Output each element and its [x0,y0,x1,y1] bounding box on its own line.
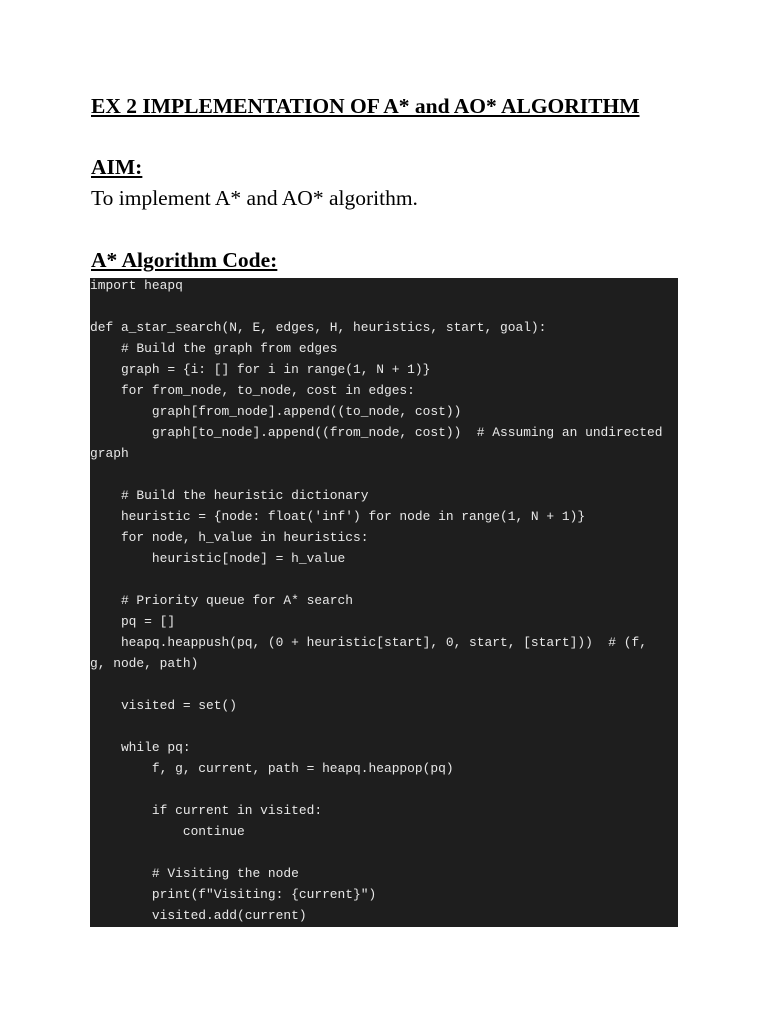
code-line: # Build the graph from edges [90,341,338,356]
code-line: visited = set() [90,698,237,713]
code-line: import heapq [90,278,183,293]
code-line: if current in visited: [90,803,323,818]
code-line: g, node, path) [90,656,199,671]
document-title: EX 2 IMPLEMENTATION OF A* and AO* ALGORITHM [91,94,640,118]
code-heading: A* Algorithm Code: [91,248,278,272]
code-line: print(f"Visiting: {current}") [90,887,377,902]
code-line: def a_star_search(N, E, edges, H, heuristics, start, goal): [90,320,547,335]
code-line: graph = {i: [] for i in range(1, N + 1)} [90,362,431,377]
code-line: graph[to_node].append((from_node, cost)) # Assuming an undirected [90,425,663,440]
code-line: # Build the heuristic dictionary [90,488,369,503]
code-line: pq = [] [90,614,176,629]
code-line: graph [90,446,129,461]
code-line: for node, h_value in heuristics: [90,530,369,545]
code-line: heuristic[node] = h_value [90,551,346,566]
aim-text: To implement A* and AO* algorithm. [91,186,418,210]
code-line: # Priority queue for A* search [90,593,354,608]
code-line: heapq.heappush(pq, (0 + heuristic[start], 0, start, [start])) # (f, [90,635,647,650]
code-line: continue [90,824,245,839]
code-block [90,278,678,927]
code-line: graph[from_node].append((to_node, cost)) [90,404,462,419]
code-line: # Visiting the node [90,866,299,881]
code-line: f, g, current, path = heapq.heappop(pq) [90,761,454,776]
code-line: visited.add(current) [90,908,307,923]
code-line: heuristic = {node: float('inf') for node in range(1, N + 1)} [90,509,586,524]
code-line: while pq: [90,740,191,755]
code-line: for from_node, to_node, cost in edges: [90,383,415,398]
aim-heading: AIM: [91,155,143,179]
